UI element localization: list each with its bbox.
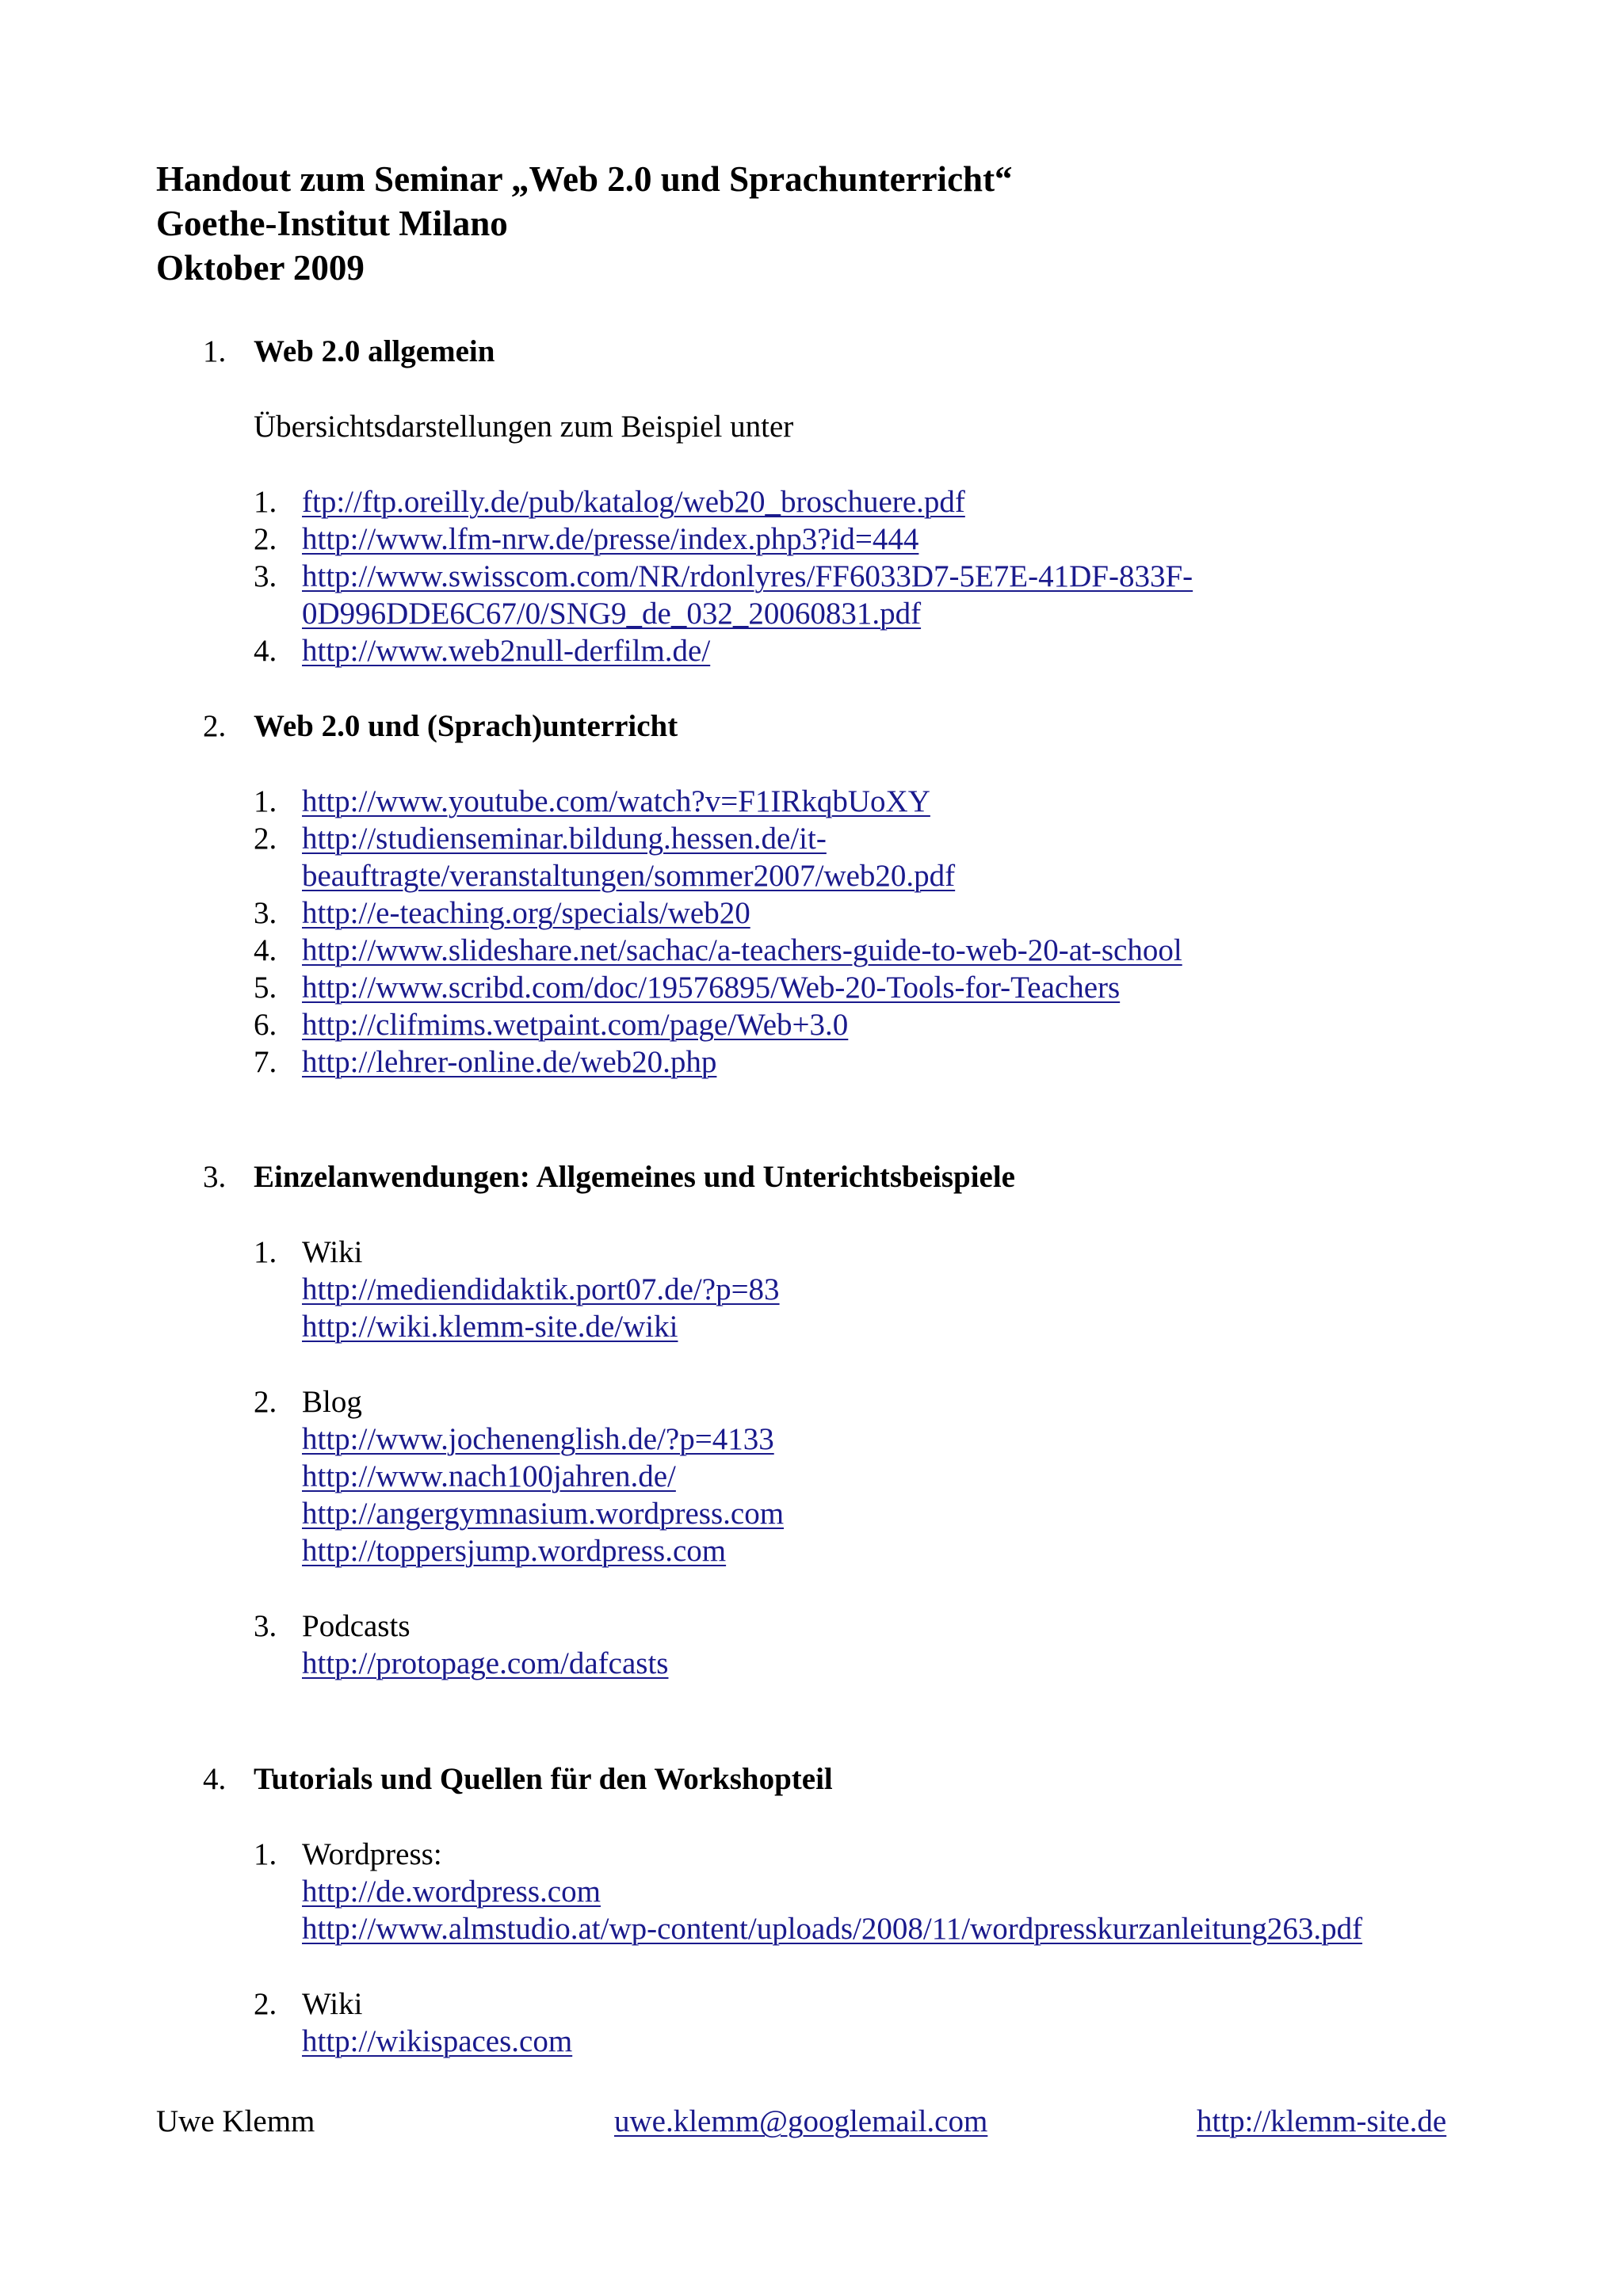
date-line: Oktober 2009 — [156, 248, 365, 288]
item-label-blog: Blog — [302, 1385, 362, 1419]
link-protopage[interactable]: http://protopage.com/dafcasts — [302, 1646, 669, 1680]
link-swisscom-line1[interactable]: http://www.swisscom.com/NR/rdonlyres/FF6033D7-5E7E-41DF-833F- — [302, 559, 1193, 593]
list-number: 6. — [254, 1008, 277, 1042]
link-scribd[interactable]: http://www.scribd.com/doc/19576895/Web-20-Tools-for-Teachers — [302, 971, 1121, 1005]
list-number: 2. — [254, 522, 277, 556]
link-web2null[interactable]: http://www.web2null-derfilm.de/ — [302, 634, 711, 668]
item-label-wordpress: Wordpress: — [302, 1837, 442, 1871]
link-studienseminar-line2[interactable]: beauftragte/veranstaltungen/sommer2007/web20.pdf — [302, 859, 956, 893]
link-wikispaces[interactable]: http://wikispaces.com — [302, 2024, 573, 2058]
link-nach100jahren[interactable]: http://www.nach100jahren.de/ — [302, 1459, 676, 1493]
section-2-title: Web 2.0 und (Sprach)unterricht — [254, 709, 678, 743]
list-number: 4. — [254, 933, 277, 967]
section-1-intro: Übersichtsdarstellungen zum Beispiel unter — [254, 410, 794, 444]
list-number: 2. — [254, 1987, 277, 2021]
footer-author: Uwe Klemm — [156, 2104, 315, 2138]
footer-website-link[interactable]: http://klemm-site.de — [1197, 2104, 1447, 2138]
list-number: 7. — [254, 1045, 277, 1079]
link-toppersjump[interactable]: http://toppersjump.wordpress.com — [302, 1534, 727, 1568]
item-label-wiki-2: Wiki — [302, 1987, 363, 2021]
link-jochenenglish[interactable]: http://www.jochenenglish.de/?p=4133 — [302, 1422, 774, 1456]
link-e-teaching[interactable]: http://e-teaching.org/specials/web20 — [302, 896, 750, 930]
link-oreilly[interactable]: ftp://ftp.oreilly.de/pub/katalog/web20_broschuere.pdf — [302, 485, 965, 519]
item-label-podcasts: Podcasts — [302, 1609, 411, 1643]
section-1-title: Web 2.0 allgemein — [254, 334, 495, 368]
list-number: 3. — [254, 559, 277, 593]
section-1-number: 1. — [203, 334, 227, 368]
link-swisscom-line2[interactable]: 0D996DDE6C67/0/SNG9_de_032_20060831.pdf — [302, 597, 922, 631]
link-almstudio[interactable]: http://www.almstudio.at/wp-content/uploads/2008/11/wordpresskurzanleitung263.pdf — [302, 1912, 1363, 1946]
section-2-number: 2. — [203, 709, 227, 743]
list-number: 2. — [254, 1385, 277, 1419]
link-mediendidaktik[interactable]: http://mediendidaktik.port07.de/?p=83 — [302, 1272, 780, 1306]
link-wiki-klemm[interactable]: http://wiki.klemm-site.de/wiki — [302, 1310, 678, 1344]
document-title: Handout zum Seminar „Web 2.0 und Sprachunterricht“ — [156, 159, 1013, 199]
list-number: 3. — [254, 1609, 277, 1643]
section-4-number: 4. — [203, 1762, 227, 1796]
link-angergymnasium[interactable]: http://angergymnasium.wordpress.com — [302, 1497, 785, 1531]
list-number: 1. — [254, 1235, 277, 1269]
link-lfm[interactable]: http://www.lfm-nrw.de/presse/index.php3?id=444 — [302, 522, 919, 556]
link-lehrer-online[interactable]: http://lehrer-online.de/web20.php — [302, 1045, 717, 1079]
link-youtube[interactable]: http://www.youtube.com/watch?v=F1IRkqbUoXY — [302, 784, 930, 818]
link-de-wordpress[interactable]: http://de.wordpress.com — [302, 1875, 601, 1909]
section-3-number: 3. — [203, 1160, 227, 1194]
link-studienseminar-line1[interactable]: http://studienseminar.bildung.hessen.de/it- — [302, 822, 827, 856]
item-label-wiki: Wiki — [302, 1235, 363, 1269]
list-number: 5. — [254, 971, 277, 1005]
link-slideshare[interactable]: http://www.slideshare.net/sachac/a-teachers-guide-to-web-20-at-school — [302, 933, 1182, 967]
footer-email-link[interactable]: uwe.klemm@googlemail.com — [614, 2104, 988, 2138]
list-number: 1. — [254, 1837, 277, 1871]
institution-line: Goethe-Institut Milano — [156, 204, 508, 243]
list-number: 4. — [254, 634, 277, 668]
section-3-title: Einzelanwendungen: Allgemeines und Unterichtsbeispiele — [254, 1160, 1015, 1194]
list-number: 1. — [254, 485, 277, 519]
list-number: 2. — [254, 822, 277, 856]
link-clifmims[interactable]: http://clifmims.wetpaint.com/page/Web+3.0 — [302, 1008, 849, 1042]
list-number: 1. — [254, 784, 277, 818]
section-4-title: Tutorials und Quellen für den Workshopteil — [254, 1762, 833, 1796]
list-number: 3. — [254, 896, 277, 930]
